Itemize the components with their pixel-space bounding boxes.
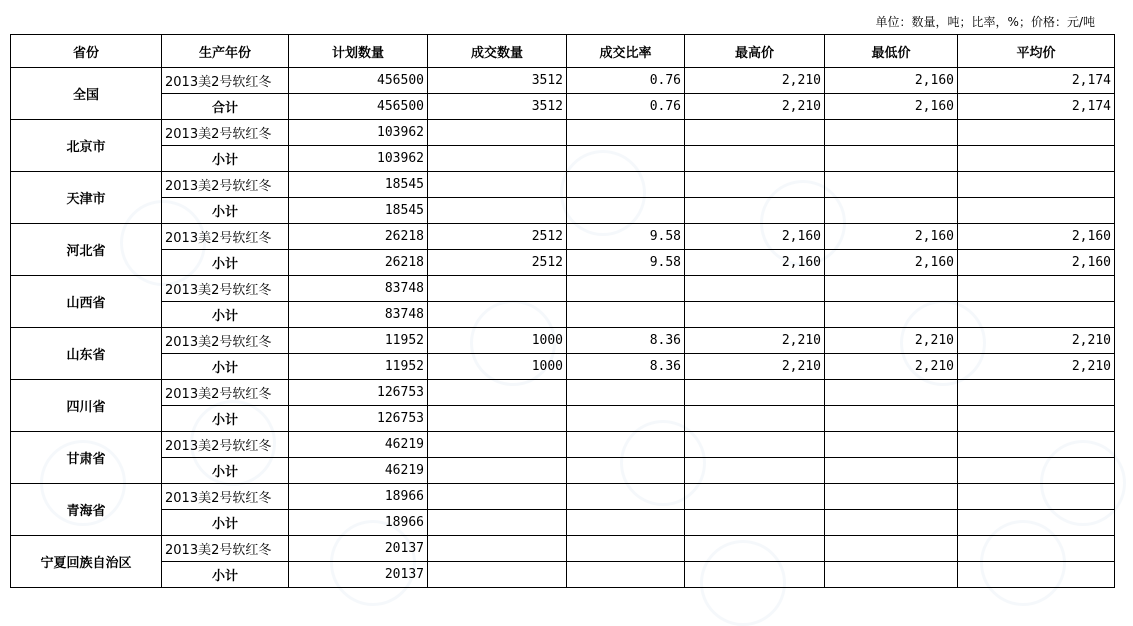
- production-year-cell: 2013美2号软红冬: [162, 172, 289, 198]
- high-cell: [685, 458, 825, 484]
- deal-cell: 2512: [428, 224, 567, 250]
- province-cell: 四川省: [11, 380, 162, 432]
- table-row: [11, 562, 1115, 588]
- production-year-cell: 2013美2号软红冬: [162, 432, 289, 458]
- low-cell: 2,160: [825, 250, 958, 276]
- production-year-cell: 2013美2号软红冬: [162, 380, 289, 406]
- province-cell: 山西省: [11, 276, 162, 328]
- avg-cell: [958, 484, 1115, 510]
- avg-cell: [958, 146, 1115, 172]
- low-cell: 2,160: [825, 68, 958, 94]
- header-low: 最低价: [825, 35, 958, 68]
- province-cell: 山东省: [11, 328, 162, 380]
- production-year-cell: 2013美2号软红冬: [162, 484, 289, 510]
- province-cell: 青海省: [11, 484, 162, 536]
- plan-cell: 456500: [289, 94, 428, 120]
- deal-cell: 1000: [428, 354, 567, 380]
- low-cell: [825, 302, 958, 328]
- low-cell: [825, 146, 958, 172]
- plan-cell: 11952: [289, 354, 428, 380]
- plan-cell: 126753: [289, 380, 428, 406]
- plan-cell: 103962: [289, 146, 428, 172]
- header-province: 省份: [11, 35, 162, 68]
- high-cell: [685, 198, 825, 224]
- header-high: 最高价: [685, 35, 825, 68]
- plan-cell: 46219: [289, 458, 428, 484]
- avg-cell: [958, 380, 1115, 406]
- high-cell: [685, 510, 825, 536]
- low-cell: [825, 380, 958, 406]
- plan-cell: 26218: [289, 250, 428, 276]
- deal-cell: [428, 276, 567, 302]
- high-cell: 2,210: [685, 328, 825, 354]
- low-cell: [825, 510, 958, 536]
- production-year-cell: 2013美2号软红冬: [162, 224, 289, 250]
- table-row: [11, 250, 1115, 276]
- high-cell: [685, 146, 825, 172]
- province-cell: 河北省: [11, 224, 162, 276]
- province-cell: 宁夏回族自治区: [11, 536, 162, 588]
- plan-cell: 46219: [289, 432, 428, 458]
- avg-cell: 2,160: [958, 250, 1115, 276]
- deal-cell: [428, 458, 567, 484]
- header-avg: 平均价: [958, 35, 1115, 68]
- avg-cell: [958, 302, 1115, 328]
- production-year-cell: 2013美2号软红冬: [162, 120, 289, 146]
- ratio-cell: 8.36: [567, 328, 685, 354]
- low-cell: 2,160: [825, 94, 958, 120]
- production-year-cell: 2013美2号软红冬: [162, 68, 289, 94]
- table-row: [11, 328, 1115, 354]
- ratio-cell: [567, 432, 685, 458]
- ratio-cell: [567, 198, 685, 224]
- unit-note: 单位：数量，吨；比率，%；价格：元/吨: [875, 15, 1095, 29]
- subtotal-label-cell: 小计: [162, 562, 289, 588]
- ratio-cell: 0.76: [567, 68, 685, 94]
- high-cell: 2,210: [685, 94, 825, 120]
- table-row: [11, 484, 1115, 510]
- plan-cell: 18545: [289, 198, 428, 224]
- ratio-cell: 9.58: [567, 224, 685, 250]
- plan-cell: 103962: [289, 120, 428, 146]
- avg-cell: 2,160: [958, 224, 1115, 250]
- high-cell: [685, 380, 825, 406]
- subtotal-label-cell: 小计: [162, 458, 289, 484]
- ratio-cell: [567, 302, 685, 328]
- header-row: [11, 35, 1115, 68]
- high-cell: [685, 562, 825, 588]
- plan-cell: 11952: [289, 328, 428, 354]
- table-row: [11, 276, 1115, 302]
- high-cell: [685, 172, 825, 198]
- province-cell: 全国: [11, 68, 162, 120]
- deal-cell: [428, 432, 567, 458]
- deal-cell: 2512: [428, 250, 567, 276]
- table-row: [11, 146, 1115, 172]
- deal-cell: [428, 146, 567, 172]
- avg-cell: [958, 406, 1115, 432]
- table-row: [11, 406, 1115, 432]
- ratio-cell: [567, 562, 685, 588]
- high-cell: [685, 484, 825, 510]
- ratio-cell: [567, 120, 685, 146]
- plan-cell: 456500: [289, 68, 428, 94]
- deal-cell: [428, 198, 567, 224]
- deal-cell: 3512: [428, 68, 567, 94]
- low-cell: [825, 406, 958, 432]
- ratio-cell: [567, 380, 685, 406]
- high-cell: [685, 406, 825, 432]
- deal-cell: [428, 380, 567, 406]
- header-deal: 成交数量: [428, 35, 567, 68]
- table-row: [11, 536, 1115, 562]
- table-row: [11, 354, 1115, 380]
- province-cell: 甘肃省: [11, 432, 162, 484]
- high-cell: 2,210: [685, 354, 825, 380]
- subtotal-label-cell: 小计: [162, 354, 289, 380]
- high-cell: 2,160: [685, 250, 825, 276]
- deal-cell: [428, 484, 567, 510]
- avg-cell: [958, 536, 1115, 562]
- deal-cell: [428, 562, 567, 588]
- low-cell: [825, 276, 958, 302]
- low-cell: [825, 484, 958, 510]
- avg-cell: 2,210: [958, 328, 1115, 354]
- table-row: [11, 172, 1115, 198]
- plan-cell: 18966: [289, 484, 428, 510]
- auction-results-table: [10, 34, 1115, 588]
- subtotal-label-cell: 合计: [162, 94, 289, 120]
- subtotal-label-cell: 小计: [162, 198, 289, 224]
- subtotal-label-cell: 小计: [162, 510, 289, 536]
- avg-cell: 2,174: [958, 68, 1115, 94]
- low-cell: [825, 198, 958, 224]
- plan-cell: 83748: [289, 302, 428, 328]
- avg-cell: 2,174: [958, 94, 1115, 120]
- high-cell: [685, 276, 825, 302]
- avg-cell: [958, 510, 1115, 536]
- deal-cell: 1000: [428, 328, 567, 354]
- header-plan: 计划数量: [289, 35, 428, 68]
- avg-cell: [958, 198, 1115, 224]
- header-year: 生产年份: [162, 35, 289, 68]
- plan-cell: 18545: [289, 172, 428, 198]
- production-year-cell: 2013美2号软红冬: [162, 276, 289, 302]
- avg-cell: [958, 562, 1115, 588]
- header-ratio: 成交比率: [567, 35, 685, 68]
- low-cell: [825, 432, 958, 458]
- deal-cell: [428, 302, 567, 328]
- province-cell: 北京市: [11, 120, 162, 172]
- avg-cell: [958, 458, 1115, 484]
- production-year-cell: 2013美2号软红冬: [162, 536, 289, 562]
- province-cell: 天津市: [11, 172, 162, 224]
- low-cell: [825, 562, 958, 588]
- high-cell: 2,160: [685, 224, 825, 250]
- ratio-cell: [567, 172, 685, 198]
- avg-cell: [958, 276, 1115, 302]
- table-row: [11, 432, 1115, 458]
- deal-cell: [428, 536, 567, 562]
- high-cell: 2,210: [685, 68, 825, 94]
- plan-cell: 83748: [289, 276, 428, 302]
- table-row: [11, 510, 1115, 536]
- low-cell: 2,160: [825, 224, 958, 250]
- deal-cell: [428, 172, 567, 198]
- high-cell: [685, 432, 825, 458]
- ratio-cell: 9.58: [567, 250, 685, 276]
- table-row: [11, 302, 1115, 328]
- ratio-cell: [567, 536, 685, 562]
- table-row: [11, 68, 1115, 94]
- ratio-cell: [567, 146, 685, 172]
- production-year-cell: 2013美2号软红冬: [162, 328, 289, 354]
- avg-cell: [958, 432, 1115, 458]
- ratio-cell: [567, 510, 685, 536]
- high-cell: [685, 302, 825, 328]
- subtotal-label-cell: 小计: [162, 250, 289, 276]
- table-row: [11, 380, 1115, 406]
- plan-cell: 126753: [289, 406, 428, 432]
- plan-cell: 20137: [289, 536, 428, 562]
- high-cell: [685, 120, 825, 146]
- low-cell: [825, 172, 958, 198]
- avg-cell: 2,210: [958, 354, 1115, 380]
- table-row: [11, 94, 1115, 120]
- deal-cell: [428, 406, 567, 432]
- deal-cell: 3512: [428, 94, 567, 120]
- table-row: [11, 198, 1115, 224]
- subtotal-label-cell: 小计: [162, 302, 289, 328]
- low-cell: 2,210: [825, 328, 958, 354]
- ratio-cell: [567, 484, 685, 510]
- avg-cell: [958, 172, 1115, 198]
- deal-cell: [428, 120, 567, 146]
- ratio-cell: [567, 406, 685, 432]
- ratio-cell: [567, 458, 685, 484]
- avg-cell: [958, 120, 1115, 146]
- low-cell: 2,210: [825, 354, 958, 380]
- deal-cell: [428, 510, 567, 536]
- high-cell: [685, 536, 825, 562]
- plan-cell: 20137: [289, 562, 428, 588]
- plan-cell: 18966: [289, 510, 428, 536]
- low-cell: [825, 458, 958, 484]
- ratio-cell: [567, 276, 685, 302]
- plan-cell: 26218: [289, 224, 428, 250]
- low-cell: [825, 536, 958, 562]
- subtotal-label-cell: 小计: [162, 146, 289, 172]
- table-row: [11, 458, 1115, 484]
- ratio-cell: 8.36: [567, 354, 685, 380]
- table-row: [11, 120, 1115, 146]
- ratio-cell: 0.76: [567, 94, 685, 120]
- low-cell: [825, 120, 958, 146]
- subtotal-label-cell: 小计: [162, 406, 289, 432]
- table-row: [11, 224, 1115, 250]
